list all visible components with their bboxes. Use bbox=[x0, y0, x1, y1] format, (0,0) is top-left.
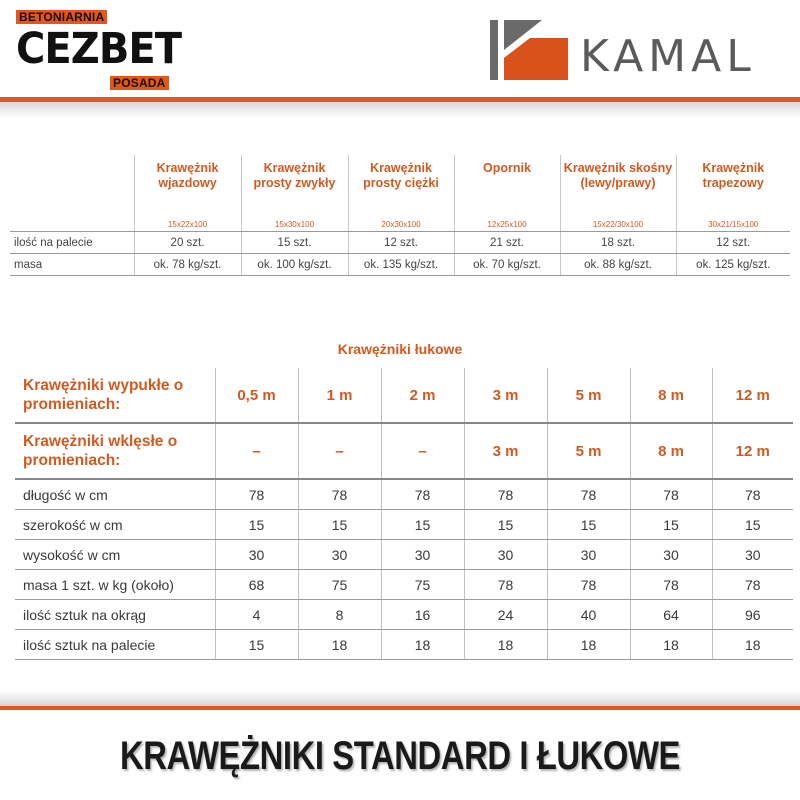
table-cell: 5 m bbox=[547, 423, 630, 479]
cezbet-logo-bottom-label: POSADA bbox=[110, 76, 169, 90]
table-cell: 12 m bbox=[712, 423, 793, 479]
table-cell: 3 m bbox=[464, 423, 547, 479]
table-cell: 78 bbox=[298, 479, 381, 510]
column-title: Krawężnik prosty zwykły bbox=[253, 161, 336, 190]
page-header bbox=[0, 0, 800, 98]
column-header bbox=[454, 155, 560, 232]
table-cell: 40 bbox=[547, 600, 630, 630]
table-cell: 18 bbox=[298, 630, 381, 660]
column-dimensions: 15x22x100 bbox=[167, 220, 208, 229]
table-cell: 30 bbox=[381, 540, 464, 570]
table-row bbox=[10, 254, 790, 276]
row-label: wysokość w cm bbox=[15, 540, 215, 570]
table-cell: 18 bbox=[381, 630, 464, 660]
arc-table-title: Krawężniki łukowe bbox=[337, 341, 463, 357]
table-cell: 75 bbox=[381, 570, 464, 600]
column-header bbox=[676, 155, 790, 232]
row-label: masa 1 szt. w kg (około) bbox=[15, 570, 215, 600]
table-cell: ok. 125 kg/szt. bbox=[676, 254, 790, 276]
column-dimensions: 15x22/30x100 bbox=[592, 220, 644, 229]
table-row bbox=[10, 232, 790, 254]
table-cell: – bbox=[298, 423, 381, 479]
table-cell: 15 bbox=[547, 510, 630, 540]
table-cell: – bbox=[215, 423, 298, 479]
column-dimensions: 12x25x100 bbox=[487, 220, 527, 229]
table-cell: 78 bbox=[215, 479, 298, 510]
column-title: Opornik bbox=[483, 161, 531, 175]
table-cell: 12 m bbox=[712, 368, 793, 423]
table-cell: 16 bbox=[381, 600, 464, 630]
footer-shadow bbox=[0, 690, 800, 706]
table-cell: ok. 100 kg/szt. bbox=[241, 254, 348, 276]
column-title: Krawężnik trapezowy bbox=[702, 161, 765, 190]
row-label: Krawężniki wklęsłe o promieniach: bbox=[15, 423, 215, 479]
table-header-row bbox=[10, 155, 790, 232]
table-cell: 2 m bbox=[381, 368, 464, 423]
table-cell: 8 bbox=[298, 600, 381, 630]
table-cell: ok. 135 kg/szt. bbox=[348, 254, 454, 276]
table-row bbox=[15, 479, 793, 510]
table-cell: 30 bbox=[464, 540, 547, 570]
table-cell: 30 bbox=[547, 540, 630, 570]
table-cell: 0,5 m bbox=[215, 368, 298, 423]
table-cell: 12 szt. bbox=[676, 232, 790, 254]
cezbet-logo-top-label: BETONIARNIA bbox=[16, 10, 107, 24]
cezbet-logo-name: CEZBET bbox=[16, 24, 182, 74]
table-cell: 3 m bbox=[464, 368, 547, 423]
table-cell: 12 szt. bbox=[348, 232, 454, 254]
table-cell: 64 bbox=[630, 600, 712, 630]
table-cell: 78 bbox=[547, 570, 630, 600]
column-title: Krawężnik prosty ciężki bbox=[363, 161, 439, 190]
table-cell: 15 bbox=[298, 510, 381, 540]
table-cell: 15 bbox=[381, 510, 464, 540]
table-cell: – bbox=[381, 423, 464, 479]
table-cell: 18 szt. bbox=[560, 232, 676, 254]
column-header bbox=[134, 155, 241, 232]
table-cell: 4 bbox=[215, 600, 298, 630]
table-cell: 15 szt. bbox=[241, 232, 348, 254]
table-cell: 8 m bbox=[630, 368, 712, 423]
table-cell: 15 bbox=[215, 510, 298, 540]
table-cell: ok. 70 kg/szt. bbox=[454, 254, 560, 276]
column-dimensions: 15x30x100 bbox=[274, 220, 315, 229]
table-cell: 30 bbox=[712, 540, 793, 570]
column-header bbox=[348, 155, 454, 232]
table-cell: 5 m bbox=[547, 368, 630, 423]
table-cell: 78 bbox=[712, 479, 793, 510]
table-cell: 15 bbox=[215, 630, 298, 660]
row-label: masa bbox=[10, 254, 134, 276]
table-cell: 78 bbox=[464, 570, 547, 600]
cezbet-logo bbox=[16, 10, 181, 90]
table-row bbox=[15, 630, 793, 660]
convex-radius-row bbox=[15, 368, 793, 423]
table-cell: 75 bbox=[298, 570, 381, 600]
column-header bbox=[560, 155, 676, 232]
table-cell: 78 bbox=[630, 570, 712, 600]
table-cell: 30 bbox=[298, 540, 381, 570]
table-cell: 68 bbox=[215, 570, 298, 600]
column-dimensions: 30x21/15x100 bbox=[708, 220, 759, 229]
table-cell: 78 bbox=[464, 479, 547, 510]
table-cell: 78 bbox=[630, 479, 712, 510]
table-cell: ok. 78 kg/szt. bbox=[134, 254, 241, 276]
column-header bbox=[241, 155, 348, 232]
kamal-logo-name: KAMAL bbox=[580, 31, 756, 82]
footer-title: KRAWĘŻNIKI STANDARD I ŁUKOWE bbox=[119, 734, 681, 778]
standard-curbs-table bbox=[10, 155, 790, 276]
table-row bbox=[15, 540, 793, 570]
table-row bbox=[15, 510, 793, 540]
column-title: Krawężnik skośny (lewy/prawy) bbox=[563, 161, 673, 190]
table-row bbox=[15, 600, 793, 630]
table-cell: 18 bbox=[712, 630, 793, 660]
row-label: Krawężniki wypukłe o promieniach: bbox=[15, 368, 215, 423]
column-dimensions: 20x30x100 bbox=[381, 220, 421, 229]
table-cell: 1 m bbox=[298, 368, 381, 423]
page-footer bbox=[0, 710, 800, 800]
table-cell: 78 bbox=[712, 570, 793, 600]
row-label: szerokość w cm bbox=[15, 510, 215, 540]
table-cell: 21 szt. bbox=[454, 232, 560, 254]
kamal-k-mark-icon bbox=[484, 18, 572, 82]
row-label: ilość na palecie bbox=[10, 232, 134, 254]
kamal-logo bbox=[484, 18, 784, 82]
table-cell: 18 bbox=[464, 630, 547, 660]
table-cell: 20 szt. bbox=[134, 232, 241, 254]
row-label: ilość sztuk na okrąg bbox=[15, 600, 215, 630]
table-cell: 18 bbox=[547, 630, 630, 660]
concave-radius-row bbox=[15, 423, 793, 479]
row-label: długość w cm bbox=[15, 479, 215, 510]
table-cell: 24 bbox=[464, 600, 547, 630]
table-cell: 8 m bbox=[630, 423, 712, 479]
table-cell: 15 bbox=[464, 510, 547, 540]
table-cell: ok. 88 kg/szt. bbox=[560, 254, 676, 276]
table-cell: 96 bbox=[712, 600, 793, 630]
table-cell: 30 bbox=[215, 540, 298, 570]
table-cell: 15 bbox=[630, 510, 712, 540]
column-title: Krawężnik wjazdowy bbox=[156, 161, 219, 190]
table-cell: 78 bbox=[381, 479, 464, 510]
table-corner bbox=[10, 155, 134, 232]
table-cell: 30 bbox=[630, 540, 712, 570]
table-cell: 78 bbox=[547, 479, 630, 510]
table-cell: 18 bbox=[630, 630, 712, 660]
row-label: ilość sztuk na palecie bbox=[15, 630, 215, 660]
table-cell: 15 bbox=[712, 510, 793, 540]
table-row bbox=[15, 570, 793, 600]
header-shadow bbox=[0, 102, 800, 118]
arc-curbs-table bbox=[15, 368, 793, 660]
